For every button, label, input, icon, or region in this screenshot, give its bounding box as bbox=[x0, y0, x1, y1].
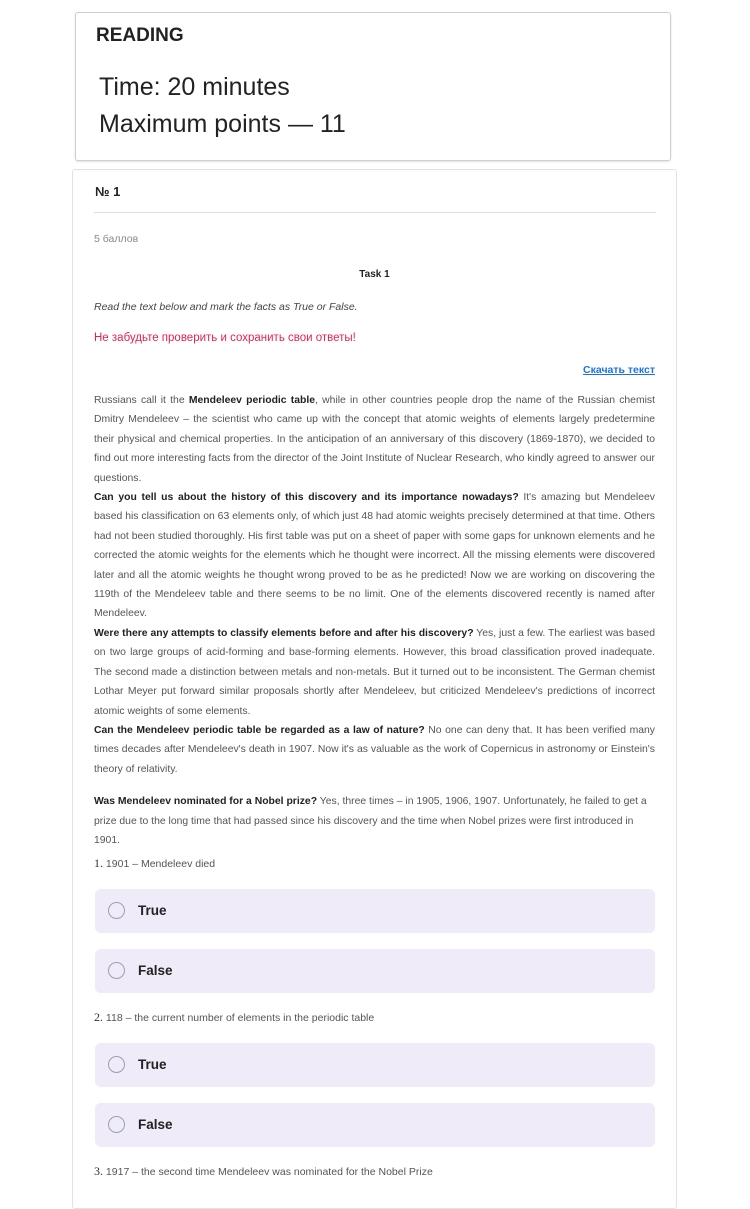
statement-number: 3. bbox=[94, 1164, 103, 1178]
task-points: 5 баллов bbox=[94, 233, 139, 245]
task-card bbox=[72, 169, 677, 1209]
paragraph bbox=[94, 488, 655, 624]
radio-icon[interactable] bbox=[108, 902, 125, 919]
option-label: False bbox=[138, 1117, 173, 1132]
statement-2 bbox=[94, 1010, 374, 1025]
paragraph bbox=[94, 792, 655, 850]
text-span: , while in other countries people drop the name of the Russian chemist Dmitry Mendeleev – the scientist who came up with the concept that atomic weights of elements largely predetermine their physical and chemical properties. In the anticipation of an anniversary of this discovery (1869-1870), we decided to find out more interesting facts from the director of the Joint Institute of Nuclear Research, who kindly agreed to answer our questions. bbox=[94, 395, 656, 484]
paragraph bbox=[94, 721, 655, 779]
question-heading: Can you tell us about the history of this discovery and its importance nowadays? bbox=[94, 492, 519, 504]
option-true[interactable] bbox=[95, 1043, 655, 1087]
paragraph bbox=[94, 391, 655, 488]
question-heading: Can the Mendeleev periodic table be regarded as a law of nature? bbox=[94, 724, 425, 736]
statement-text: 1901 – Mendeleev died bbox=[105, 858, 216, 870]
radio-icon[interactable] bbox=[108, 1116, 125, 1133]
time-limit: Time: 20 minutes bbox=[99, 73, 290, 101]
text-span: Russians call it the bbox=[94, 395, 189, 406]
bold-text: Mendeleev periodic table bbox=[188, 395, 316, 406]
section-header-card bbox=[75, 12, 671, 161]
reading-text bbox=[94, 391, 655, 850]
statement-text: 118 – the current number of elements in the periodic table bbox=[105, 1012, 375, 1024]
task-number: № 1 bbox=[95, 184, 121, 199]
text-span: Yes, three times – in 1905, 1906, 1907. Unfortunately, he failed to get a prize due to the long time that had passed since his discovery and the time when Nobel prizes were first introduced in 1901. bbox=[94, 796, 647, 846]
radio-icon[interactable] bbox=[108, 962, 125, 979]
statement-text: 1917 – the second time Mendeleev was nominated for the Nobel Prize bbox=[105, 1166, 433, 1178]
option-label: True bbox=[138, 903, 167, 918]
question-heading: Were there any attempts to classify elements before and after his discovery? bbox=[94, 627, 474, 639]
statement-number: 1. bbox=[94, 856, 103, 870]
divider bbox=[94, 212, 656, 213]
section-title: READING bbox=[96, 25, 184, 46]
option-label: False bbox=[138, 963, 173, 978]
option-label: True bbox=[138, 1057, 167, 1072]
statement-1 bbox=[94, 856, 215, 871]
statement-number: 2. bbox=[94, 1010, 103, 1024]
option-true[interactable] bbox=[95, 889, 655, 933]
radio-icon[interactable] bbox=[108, 1056, 125, 1073]
text-span: Yes, just a few. The earliest was based on two large groups of acid-forming and base-forming elements. However, this broad classification proved inadequate. The second made a distinction between metals and non-metals. But it turned out to be inconsistent. The German chemist Lothar Meyer put forward similar proposals shortly after Mendeleev, but criticized Mendeleev's predictions of incorrect atomic weights of some elements. bbox=[94, 627, 655, 717]
task-title: Task 1 bbox=[359, 269, 390, 280]
statement-3 bbox=[94, 1164, 433, 1179]
max-points: Maximum points — 11 bbox=[99, 110, 346, 138]
option-false[interactable] bbox=[95, 949, 655, 993]
task-instruction: Read the text below and mark the facts as True or False. bbox=[94, 301, 358, 313]
save-warning: Не забудьте проверить и сохранить свои ответы! bbox=[94, 332, 356, 344]
paragraph bbox=[94, 624, 655, 721]
question-heading: Was Mendeleev nominated for a Nobel prize? bbox=[94, 796, 318, 808]
option-false[interactable] bbox=[95, 1103, 655, 1147]
text-span: It's amazing but Mendeleev based his classification on 63 elements only, of which just 48 had atomic weights precisely determined at that time. Others had not been studied thoroughly. His first table was put on a sheet of paper with some gaps for unknown elements and he corrected the atomic weights for the elements which he thought were incorrect. All the missing elements were discovered later and all the atomic weights he thought wrong proved to be as he predicted! Now we are working on discovering the 119th of the Mendeleev table and there seems to be no limit. One of the elements discovered recently is named after Mendeleev. bbox=[94, 492, 655, 620]
download-text-link[interactable]: Скачать текст bbox=[583, 364, 655, 376]
text-span: No one can deny that. It has been verified many times decades after Mendeleev's death in 1907. Now it's as valuable as the work of Copernicus in astronomy or Einstein's theory of relativity. bbox=[94, 724, 655, 775]
